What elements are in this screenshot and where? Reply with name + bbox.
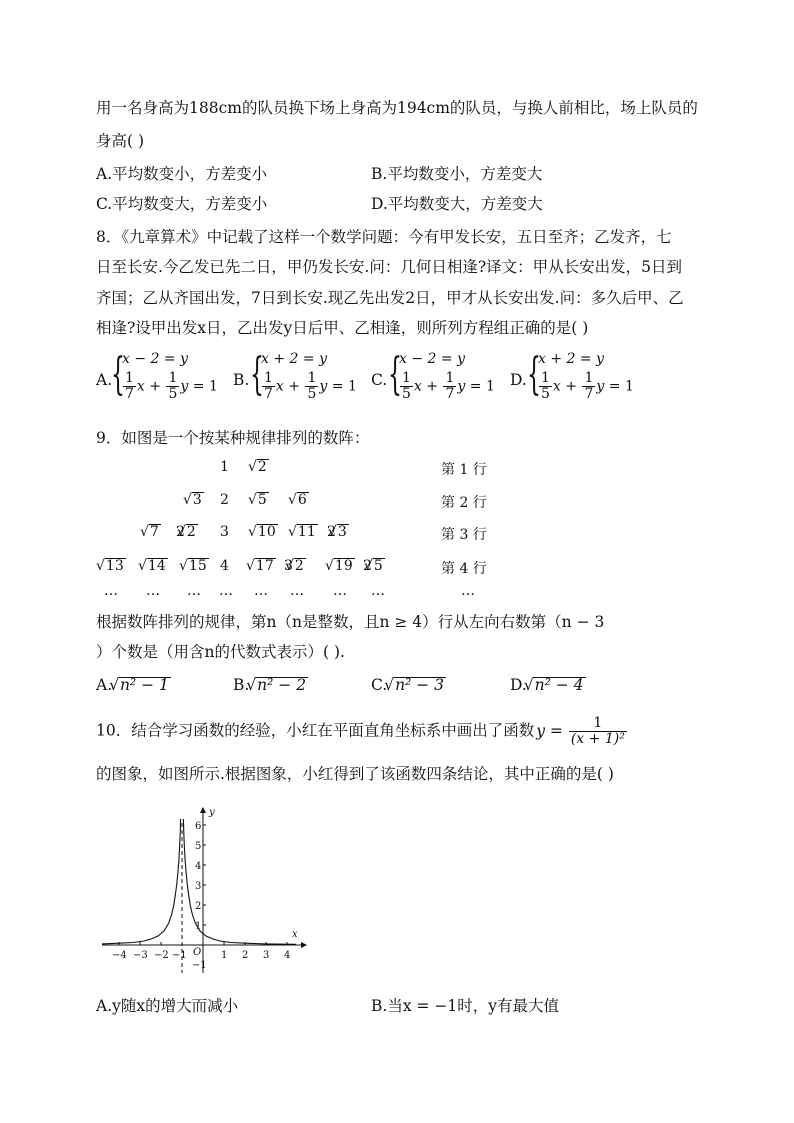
- origin-label: O: [193, 947, 202, 958]
- q9-option-a[interactable]: A. √ n² − 1: [96, 676, 171, 694]
- row-label: 第 1 行: [441, 462, 487, 478]
- array-cell: √ 10: [256, 524, 278, 540]
- ellipsis: …: [254, 583, 268, 599]
- ellipsis: …: [104, 583, 118, 599]
- q8-b-eq2: $\frac{1}{7}$ x + $\frac{1}{5}$ y = 1: [264, 370, 357, 402]
- array-cell: √ 14: [146, 558, 168, 574]
- y-axis-label: y: [209, 807, 215, 818]
- array-cell: √ 17: [254, 558, 276, 574]
- q8-d-eq1: x + 2 = y: [538, 351, 604, 367]
- q7-option-b[interactable]: B.平均数变小，方差变大: [371, 165, 543, 183]
- array-cell: 2√ 3: [327, 524, 349, 540]
- brace-icon: {: [388, 349, 402, 400]
- q8-c-eq1: x − 2 = y: [399, 351, 465, 367]
- array-cell: 4: [220, 558, 229, 574]
- x-tick-label: 4: [284, 950, 291, 961]
- q9-option-b[interactable]: B. √ n² − 2: [233, 676, 308, 694]
- row-label: 第 4 行: [441, 561, 487, 577]
- q8-option-d-label: D.: [510, 371, 527, 389]
- brace-icon: {: [527, 349, 541, 400]
- q8-stem-line1: 8．《九章算术》中记载了这样一个数学问题：今有甲发长安，五日至齐；乙发齐，七: [96, 228, 672, 246]
- array-cell: 2√ 5: [363, 558, 385, 574]
- ellipsis: …: [146, 583, 160, 599]
- q8-a-eq1: x − 2 = y: [122, 351, 188, 367]
- q8-stem-line4: 相逢?设甲出发x日，乙出发y日后甲、乙相逢，则所列方程组正确的是( ): [96, 319, 589, 337]
- q8-option-d[interactable]: [510, 347, 660, 417]
- x-axis-label: x: [292, 929, 298, 940]
- x-tick-label: −2: [154, 950, 169, 961]
- ellipsis: …: [461, 583, 475, 599]
- q8-option-c[interactable]: [371, 347, 521, 417]
- q8-c-eq2: $\frac{1}{5}$ x + $\frac{1}{7}$ y = 1: [402, 370, 495, 402]
- q8-option-b-label: B.: [233, 371, 250, 389]
- q7-stem-line1: 用一名身高为188cm的队员换下场上身高为194cm的队员，与换人前相比，场上队员的: [96, 99, 698, 117]
- array-cell: 1: [220, 459, 229, 475]
- q8-option-b[interactable]: [233, 347, 383, 417]
- array-cell: √ 13: [104, 558, 126, 574]
- array-cell: 3: [220, 524, 229, 540]
- q7-option-d[interactable]: D.平均数变大，方差变大: [371, 195, 543, 213]
- function-graph: [96, 805, 316, 980]
- ellipsis: …: [219, 583, 233, 599]
- x-tick-label: 3: [263, 950, 270, 961]
- array-cell: √ 5: [256, 492, 269, 508]
- array-cell: √ 7: [148, 524, 161, 540]
- curve-left-branch: [102, 819, 181, 944]
- q9-question-line1: 根据数阵排列的规律，第n（n是整数，且n ≥ 4）行从左向右数第（n − 3: [96, 613, 605, 631]
- array-cell: 2√ 2: [176, 524, 198, 540]
- q10-stem-line1: 10．结合学习函数的经验，小红在平面直角坐标系中画出了函数 y = $\frac{1}{\text{(x + 1)²}}$: [96, 715, 625, 747]
- q8-b-eq1: x + 2 = y: [261, 351, 327, 367]
- array-cell: √ 15: [187, 558, 209, 574]
- array-cell: √ 19: [333, 558, 355, 574]
- y-tick-label: 6: [195, 821, 202, 832]
- q8-option-a[interactable]: [96, 347, 246, 417]
- y-tick-label: 3: [195, 881, 202, 892]
- y-tick-label: 4: [195, 861, 202, 872]
- x-tick-label: 1: [221, 950, 228, 961]
- q10-option-b[interactable]: B.当x = −1时，y有最大值: [371, 997, 560, 1015]
- row-label: 第 2 行: [441, 495, 487, 511]
- row-label: 第 3 行: [441, 527, 487, 543]
- y-tick-label: 2: [195, 901, 202, 912]
- q7-option-c[interactable]: C.平均数变大，方差变小: [96, 195, 268, 213]
- q9-stem: 9．如图是一个按某种规律排列的数阵：: [96, 429, 370, 447]
- ellipsis: …: [371, 583, 385, 599]
- ellipsis: …: [187, 583, 201, 599]
- q9-option-d[interactable]: D. √ n² − 4: [510, 676, 586, 694]
- x-tick-label: 2: [242, 950, 249, 961]
- q8-option-c-label: C.: [371, 371, 388, 389]
- array-cell: 3√ 2: [284, 558, 306, 574]
- array-cell: 2: [220, 492, 229, 508]
- array-cell: √ 2: [256, 459, 269, 475]
- q8-option-a-label: A.: [96, 371, 113, 389]
- q8-stem-line2: 日至长安.今乙发已先二日，甲仍发长安.问：几何日相逢?译文：甲从长安出发，5日到: [96, 258, 683, 276]
- q8-d-eq2: $\frac{1}{5}$ x + $\frac{1}{7}$ y = 1: [541, 370, 634, 402]
- ellipsis: …: [290, 583, 304, 599]
- y-tick-label-negative: −1: [192, 960, 207, 971]
- x-axis-arrow-icon: [301, 942, 307, 948]
- x-tick-label: −3: [133, 950, 148, 961]
- y-tick-label: 5: [195, 841, 202, 852]
- y-axis-arrow-icon: [200, 807, 206, 813]
- brace-icon: {: [111, 349, 125, 400]
- q8-a-eq2: $\frac{1}{7}$ x + $\frac{1}{5}$ y = 1: [125, 370, 218, 402]
- array-cell: √ 6: [296, 492, 309, 508]
- q10-option-a[interactable]: A.y随x的增大而减小: [96, 997, 239, 1015]
- ellipsis: …: [333, 583, 347, 599]
- q7-stem-line2: 身高( ): [96, 132, 145, 150]
- y-tick-label: 1: [195, 921, 202, 932]
- x-tick-label: −1: [172, 950, 187, 961]
- q7-option-a[interactable]: A.平均数变小，方差变小: [96, 165, 268, 183]
- array-cell: √ 11: [296, 524, 318, 540]
- array-cell: √ 3: [191, 492, 204, 508]
- q9-option-c[interactable]: C. √ n² − 3: [371, 676, 446, 694]
- q8-stem-line3: 齐国；乙从齐国出发，7日到长安.现乙先出发2日，甲才从长安出发.问：多久后甲、乙: [96, 289, 684, 307]
- x-tick-label: −4: [112, 950, 127, 961]
- brace-icon: {: [250, 349, 264, 400]
- q10-stem-line2: 的图象，如图所示.根据图象，小红得到了该函数四条结论，其中正确的是( ): [96, 765, 614, 783]
- q9-question-line2: ）个数是（用含n的代数式表示）( ).: [96, 643, 345, 661]
